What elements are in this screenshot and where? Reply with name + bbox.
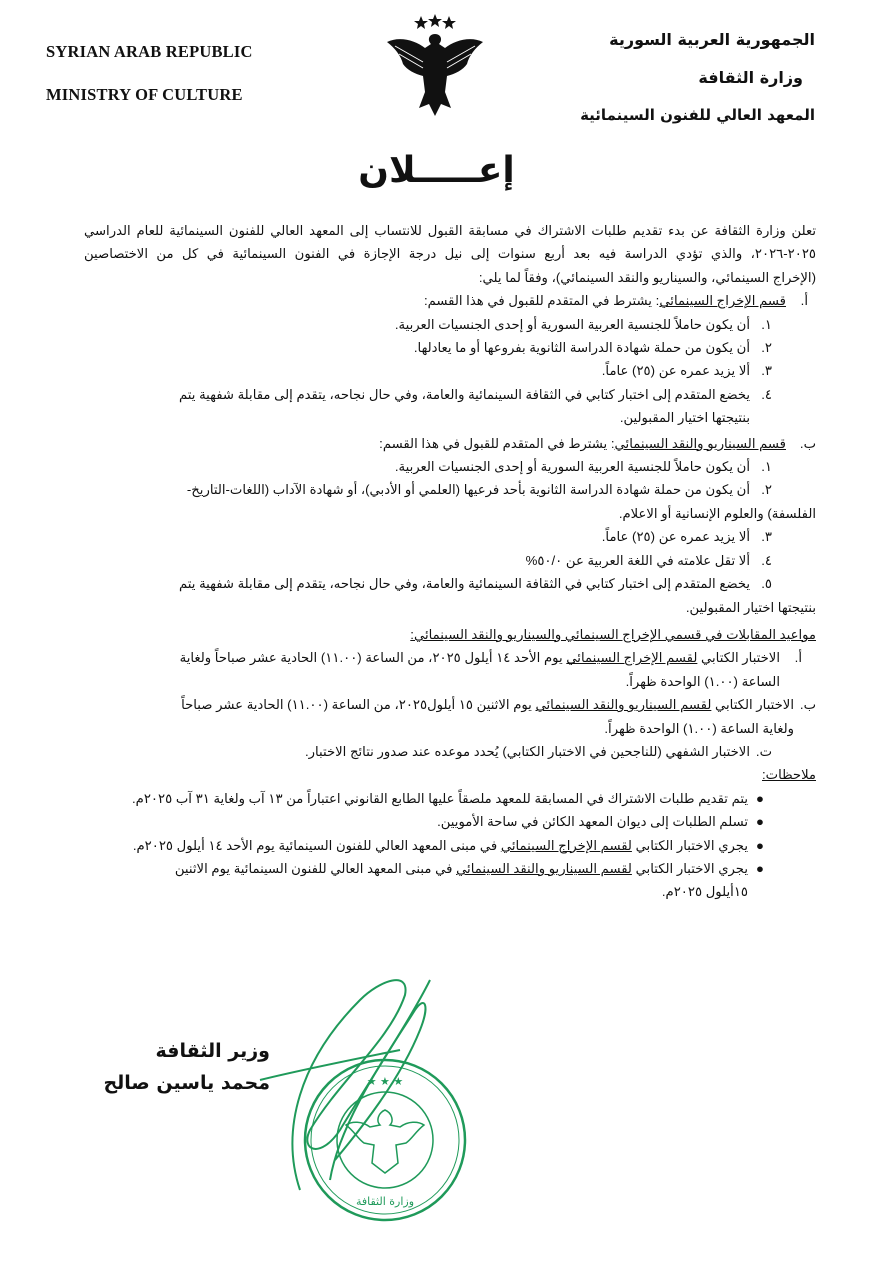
list-item: ٣.ألا يزيد عمره عن (٢٥) عاماً. xyxy=(601,363,772,379)
list-item: ٢.أن يكون من حملة شهادة الدراسة الثانوية بأحد فرعيها (العلمي أو الأدبي)، أو شهادة الآداب (اللغات-التاريخ- xyxy=(186,482,772,498)
list-item-cont: الفلسفة) والعلوم الإنسانية أو الاعلام. xyxy=(618,505,816,521)
handwritten-signature xyxy=(240,960,460,1200)
interview-item: ت.الاختبار الشفهي (للناجحين في الاختبار الكتابي) يُحدد موعده عند صدور نتائج الاختبار. xyxy=(304,743,772,759)
notes-heading: ملاحظات: xyxy=(762,767,816,783)
announcement-body xyxy=(84,219,816,904)
note-item: ●يتم تقديم طلبات الاشتراك في المسابقة للمعهد ملصقاً عليها الطابع القانوني اعتباراً من ١٣ آب ولغاية ٣١ آب ٢٠٢٥م. xyxy=(132,790,764,806)
note-item: ●يجري الاختبار الكتابي لقسم الإخراج السينمائي في مبنى المعهد العالي للفنون السينمائية يوم الأحد ١٤ أيلول ٢٠٢٥م. xyxy=(132,837,764,853)
intro-line: ٢٠٢٥-٢٠٢٦، والذي تؤدي الدراسة فيه بعد أربع سنوات إلى نيل درجة الإجازة في الفنون السينمائية في كل من الاختصاصين xyxy=(84,246,816,262)
list-item: ٤.يخضع المتقدم إلى اختبار كتابي في الثقافة السينمائية والعامة، وفي حال نجاحه، يتقدم إلى مقابلة شفهية يتم xyxy=(179,386,772,402)
section-a-heading: أ.قسم الإخراج السينمائي: يشترط في المتقدم للقبول في هذا القسم: xyxy=(423,293,808,309)
svg-text:وزارة الثقافة: وزارة الثقافة xyxy=(355,1195,415,1208)
ar-republic: الجمهورية العربية السورية xyxy=(609,30,815,49)
section-b-heading: ب.قسم السيناريو والنقد السينمائي: يشترط في المتقدم للقبول في هذا القسم: xyxy=(379,435,816,451)
note-item: ●يجري الاختبار الكتابي لقسم السيناريو والنقد السينمائي في مبنى المعهد العالي للفنون السينمائية يوم الاثنين xyxy=(174,860,764,876)
intro-line: تعلن وزارة الثقافة عن بدء تقديم طلبات الاشتراك في مسابقة القبول للانتساب إلى المعهد العالي للفنون السينمائية للعام الدراسي xyxy=(84,223,816,238)
interview-item: ب.الاختبار الكتابي لقسم السيناريو والنقد السينمائي يوم الاثنين ١٥ أيلول٢٠٢٥، من الساعة (١١.٠٠) الحادية عشر صباحاً xyxy=(181,697,816,713)
en-republic: SYRIAN ARAB REPUBLIC xyxy=(46,42,253,61)
intro-line: (الإخراج السينمائي، والسيناريو والنقد السينمائي)، وفقاً لما يلي: xyxy=(478,269,816,285)
list-item: ٤.ألا تقل علامته في اللغة العربية عن ٥٠/٠% xyxy=(525,552,772,568)
list-item: ١.أن يكون حاملاً للجنسية العربية السورية أو إحدى الجنسيات العربية. xyxy=(394,316,772,332)
svg-text:★ ★ ★: ★ ★ ★ xyxy=(366,1075,404,1088)
page-title: إعـــــلان xyxy=(358,150,515,191)
interview-item-cont: ولغاية الساعة (١.٠٠) الواحدة ظهراً. xyxy=(604,720,794,736)
list-item: ٣.ألا يزيد عمره عن (٢٥) عاماً. xyxy=(601,529,772,545)
interview-item: أ.الاختبار الكتابي لقسم الإخراج السينمائي يوم الأحد ١٤ أيلول ٢٠٢٥، من الساعة (١١.٠٠) الحادية عشر صباحاً ولغاية xyxy=(179,650,802,666)
interview-item-cont: الساعة (١.٠٠) الواحدة ظهراً. xyxy=(625,673,780,689)
eagle-emblem-icon xyxy=(385,12,485,122)
signature-name: محمد ياسين صالح xyxy=(103,1072,270,1094)
note-item-cont: ١٥أيلول ٢٠٢٥م. xyxy=(661,884,748,900)
list-item: ١.أن يكون حاملاً للجنسية العربية السورية أو إحدى الجنسيات العربية. xyxy=(394,459,772,475)
list-item-cont: بنتيجتها اختيار المقبولين. xyxy=(685,599,816,615)
signature-role: وزير الثقافة xyxy=(155,1040,270,1062)
en-ministry: MINISTRY OF CULTURE xyxy=(46,85,243,104)
list-item-cont: بنتيجتها اختيار المقبولين. xyxy=(619,410,750,426)
ar-institute: المعهد العالي للفنون السينمائية xyxy=(580,106,815,124)
ar-ministry: وزارة الثقافة xyxy=(698,68,803,87)
interviews-heading: مواعيد المقابلات في قسمي الإخراج السينمائي والسيناريو والنقد السينمائي: xyxy=(410,626,816,642)
list-item: ٢.أن يكون من حملة شهادة الدراسة الثانوية بفروعها أو ما يعادلها. xyxy=(413,340,772,356)
list-item: ٥.يخضع المتقدم إلى اختبار كتابي في الثقافة السينمائية والعامة، وفي حال نجاحه، يتقدم إلى مقابلة شفهية يتم xyxy=(179,576,772,592)
note-item: ●تسلم الطلبات إلى ديوان المعهد الكائن في ساحة الأمويين. xyxy=(437,814,764,830)
